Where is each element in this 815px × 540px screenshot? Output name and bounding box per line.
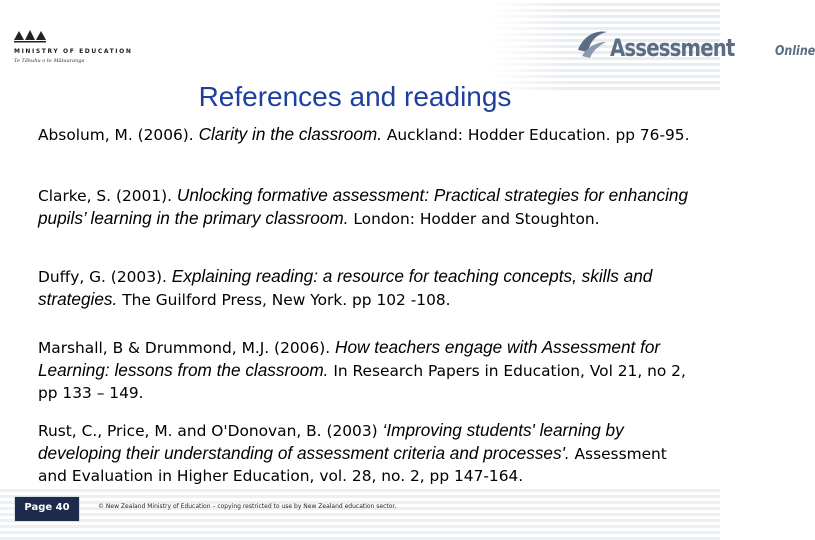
- ministry-triangles-icon: [14, 26, 48, 44]
- reference-author: Duffy, G. (2003).: [38, 268, 172, 286]
- reference-item: [38, 123, 698, 146]
- reference-item: [38, 336, 698, 404]
- reference-source: London: Hodder and Stoughton.: [348, 210, 600, 228]
- reference-author: Absolum, M. (2006).: [38, 126, 199, 144]
- product-name: Assessment: [610, 34, 735, 62]
- page-number-badge: Page 40: [14, 496, 80, 522]
- reference-title: How teachers engage with Assessment for Learning: lessons from the classroom.: [38, 337, 661, 380]
- reference-source: In Research Papers in Education, Vol 21, no 2, pp 133 – 149.: [38, 362, 686, 402]
- reference-title: Explaining reading: a resource for teaching concepts, skills and strategies.: [38, 266, 653, 309]
- reference-source: Assessment and Evaluation in Higher Education, vol. 28, no. 2, pp 147-164.: [38, 445, 667, 485]
- reference-author: Clarke, S. (2001).: [38, 187, 177, 205]
- reference-title: Unlocking formative assessment: Practical strategies for enhancing pupils’ learning in the primary classroom.: [38, 185, 689, 228]
- reference-source: Auckland: Hodder Education. pp 76-95.: [381, 126, 690, 144]
- footer-bar: [0, 488, 720, 540]
- reference-author: Marshall, B & Drummond, M.J. (2006).: [38, 339, 336, 357]
- reference-item: [38, 265, 698, 311]
- reference-title: ‘Improving students' learning by developing their understanding of assessment criteria and processes'.: [38, 420, 624, 463]
- assessment-swoosh-icon: [574, 26, 610, 60]
- ministry-name: MINISTRY OF EDUCATION: [14, 48, 133, 55]
- ministry-maori-name: Te Tāhuhu o te Mātauranga: [14, 58, 85, 64]
- reference-title: Clarity in the classroom.: [198, 124, 382, 144]
- reference-source: The Guilford Press, New York. pp 102 -108.: [117, 291, 451, 309]
- reference-item: [38, 419, 698, 487]
- page-title: References and readings: [198, 81, 512, 112]
- reference-item: [38, 184, 698, 230]
- ministry-logo: [14, 26, 134, 66]
- reference-author: Rust, C., Price, M. and O'Donovan, B. (2003): [38, 422, 383, 440]
- product-suffix: Online: [775, 44, 815, 59]
- copyright-notice: © New Zealand Ministry of Education – copying restricted to use by New Zealand education sector.: [98, 503, 397, 510]
